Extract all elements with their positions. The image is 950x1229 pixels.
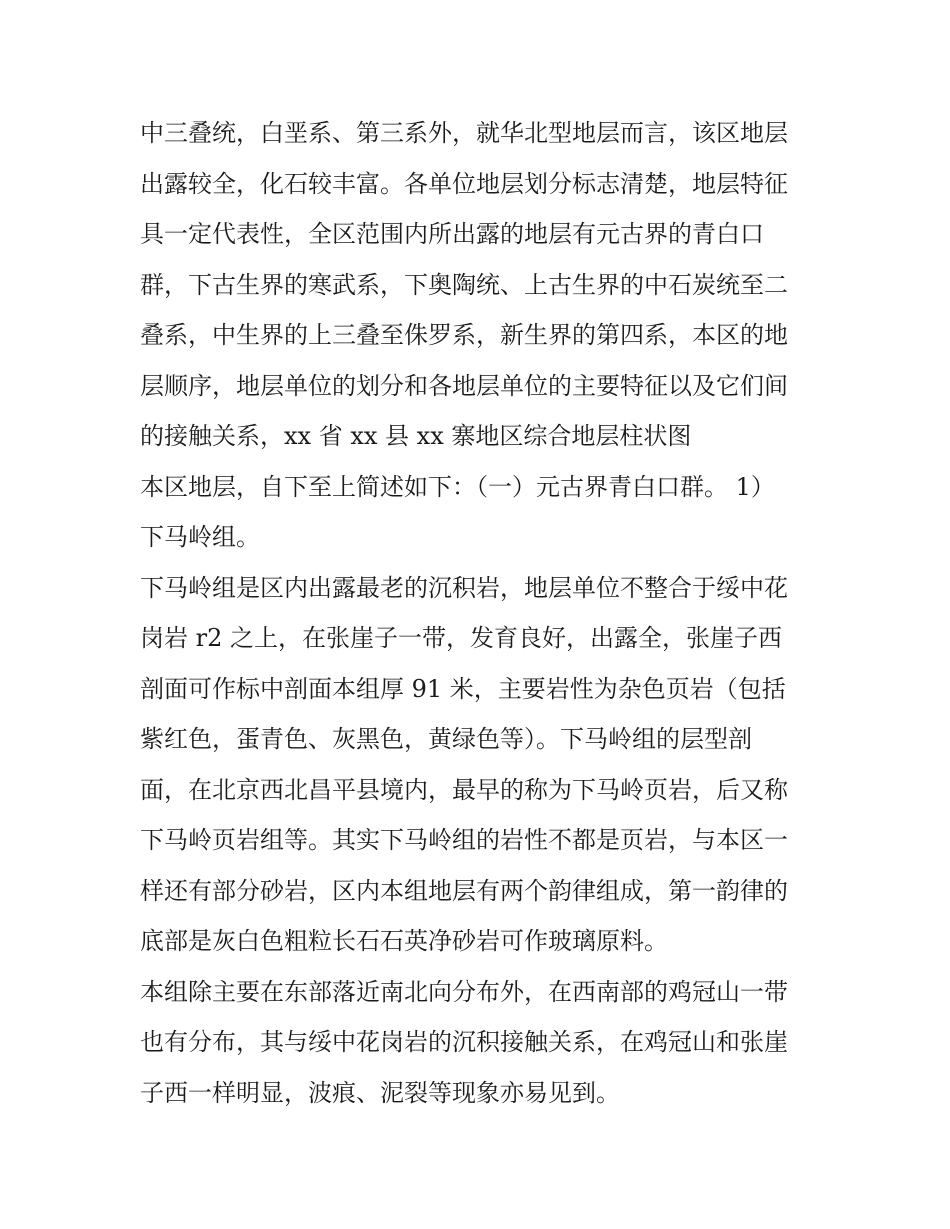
text-line: 的接触关系，xx 省 xx 县 xx 寨地区综合地层柱状图 bbox=[140, 422, 692, 450]
text-line: 中三叠统，白垩系、第三系外，就华北型地层而言，该区地层 bbox=[140, 119, 788, 147]
text-line: 本组除主要在东部落近南北向分布外，在西南部的鸡冠山一带 bbox=[140, 977, 788, 1006]
body-text bbox=[140, 108, 820, 1118]
text-line: 也有分布，其与绥中花岗岩的沉积接触关系，在鸡冠山和张崖 bbox=[140, 1028, 788, 1056]
paragraph-stratigraphy-overview bbox=[140, 108, 820, 462]
text-line: 叠系，中生界的上三叠至侏罗系，新生界的第四系，本区的地 bbox=[140, 321, 788, 349]
text-line: 紫红色，蛋青色、灰黑色，黄绿色等）。下马岭组的层型剖 bbox=[140, 725, 752, 753]
text-line: 子西一样明显，波痕、泥裂等现象亦易见到。 bbox=[140, 1078, 620, 1107]
paragraph-section-intro bbox=[140, 462, 820, 563]
paragraph-xiamaling-description bbox=[140, 563, 820, 967]
text-line: 下马岭组。 bbox=[140, 523, 260, 551]
text-line: 面，在北京西北昌平县境内，最早的称为下马岭页岩，后又称 bbox=[140, 775, 788, 804]
text-line: 剖面可作标中剖面本组厚 91 米，主要岩性为杂色页岩（包括 bbox=[140, 674, 786, 703]
text-line: 出露较全，化石较丰富。各单位地层划分标志清楚，地层特征 bbox=[140, 169, 788, 198]
text-line: 样还有部分砂岩，区内本组地层有两个韵律组成，第一韵律的 bbox=[140, 876, 788, 905]
text-line: 底部是灰白色粗粒长石石英净砂岩可作玻璃原料。 bbox=[140, 927, 668, 955]
text-line: 岗岩 r2 之上，在张崖子一带，发育良好，出露全，张崖子西 bbox=[140, 624, 782, 652]
text-line: 群，下古生界的寒武系，下奥陶统、上古生界的中石炭统至二 bbox=[140, 270, 788, 299]
text-line: 下马岭页岩组等。其实下马岭组的岩性不都是页岩，与本区一 bbox=[140, 826, 788, 854]
text-line: 本区地层，自下至上简述如下：（一）元古界青白口群。 1） bbox=[140, 472, 775, 501]
paragraph-distribution bbox=[140, 967, 820, 1119]
text-line: 下马岭组是区内出露最老的沉积岩，地层单位不整合于绥中花 bbox=[140, 573, 788, 602]
text-line: 层顺序，地层单位的划分和各地层单位的主要特征以及它们间 bbox=[140, 371, 788, 400]
text-line: 具一定代表性，全区范围内所出露的地层有元古界的青白口 bbox=[140, 220, 764, 248]
